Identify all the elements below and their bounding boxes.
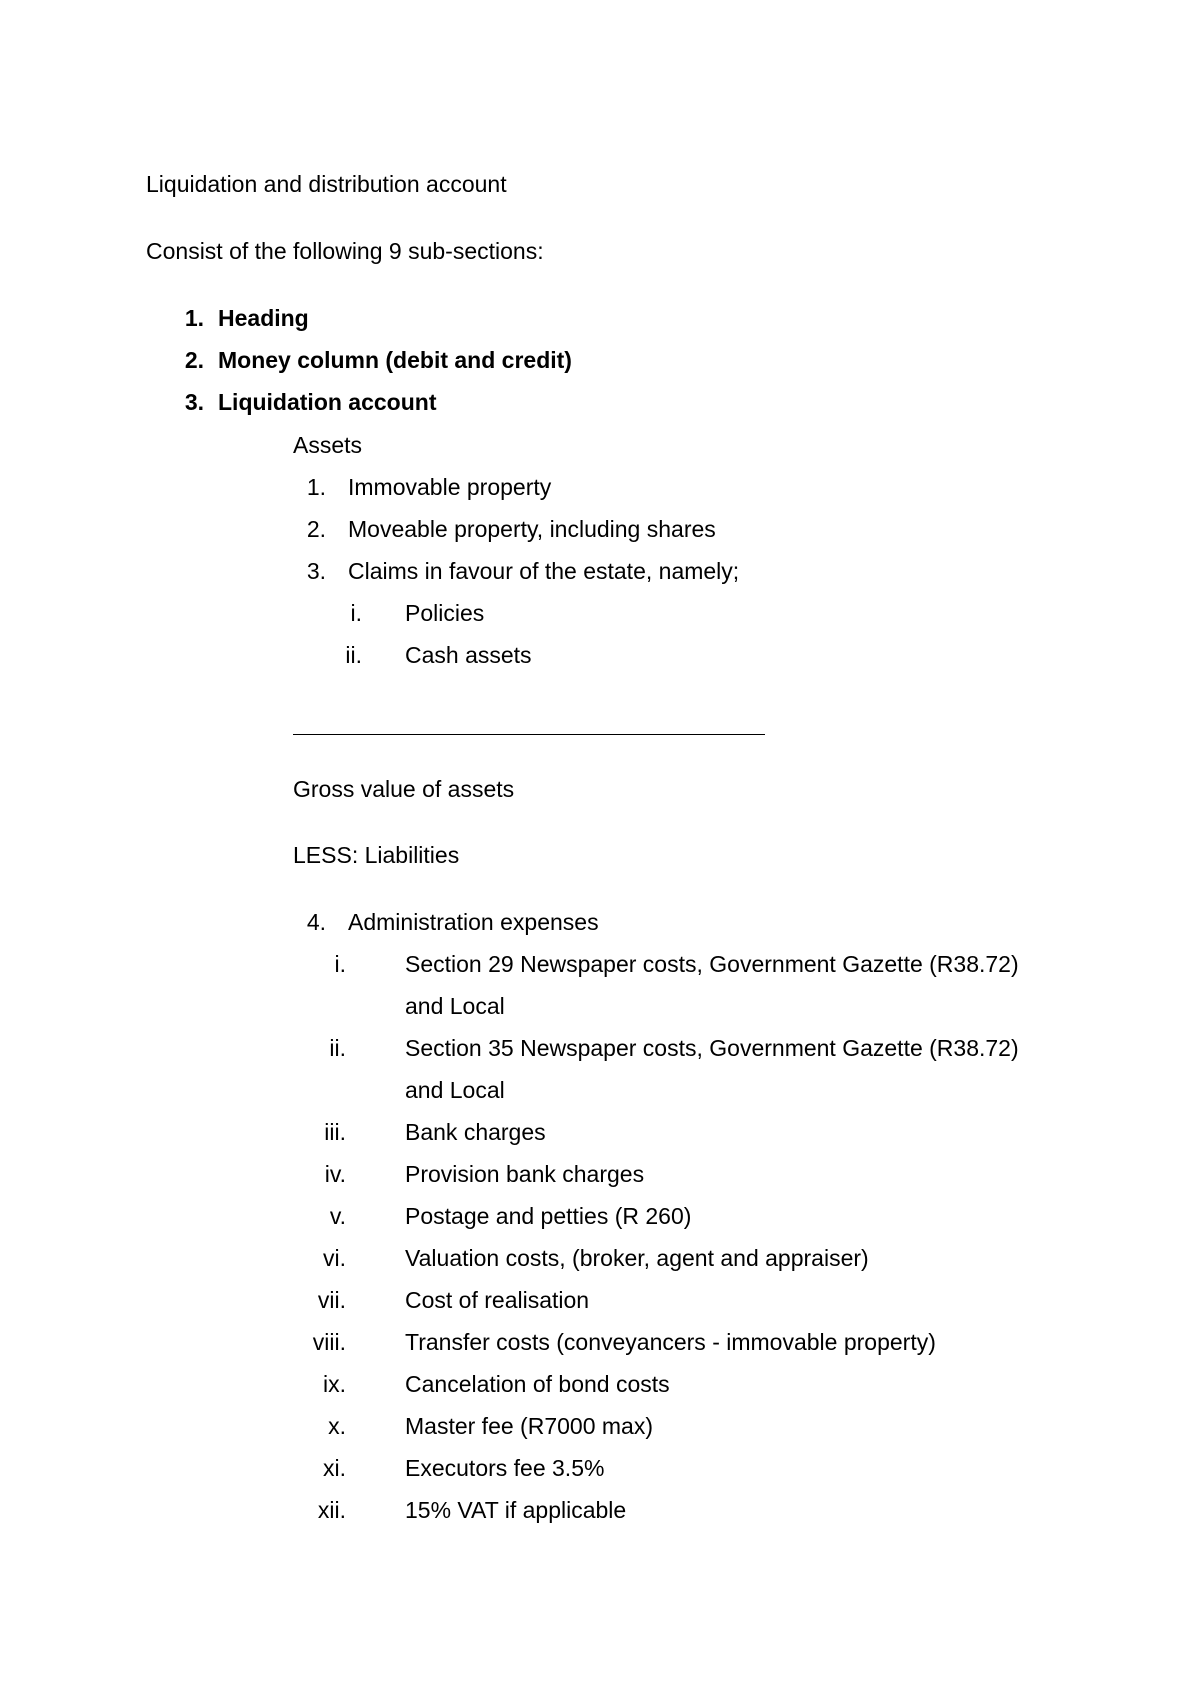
asset-number: 1. <box>306 474 326 500</box>
expense-number: ix. <box>323 1371 346 1397</box>
document-intro: Consist of the following 9 sub-sections: <box>146 238 544 264</box>
claim-number: i. <box>350 600 362 626</box>
expense-item: Section 35 Newspaper costs, Government Gazette (R38.72) <box>405 1035 1019 1061</box>
expense-item: Postage and petties (R 260) <box>405 1203 692 1229</box>
assets-heading: Assets <box>293 432 363 458</box>
expense-item: Valuation costs, (broker, agent and appraiser) <box>405 1245 869 1271</box>
expense-item-continuation: and Local <box>405 993 505 1019</box>
expense-number: ii. <box>329 1035 346 1061</box>
divider-line <box>293 734 765 735</box>
expense-item-continuation: and Local <box>405 1077 505 1103</box>
expense-item: Cancelation of bond costs <box>405 1371 670 1397</box>
expense-number: vii. <box>317 1287 346 1313</box>
section-number: 1. <box>184 305 204 331</box>
expense-number: x. <box>328 1413 346 1439</box>
section-label-heading: Heading <box>218 305 309 331</box>
expense-number: v. <box>329 1203 346 1229</box>
expense-number: vi. <box>323 1245 346 1271</box>
section-number: 3. <box>184 389 204 415</box>
expense-item: Transfer costs (conveyancers - immovable property) <box>405 1329 936 1355</box>
document-title: Liquidation and distribution account <box>146 171 507 197</box>
asset-item: Moveable property, including shares <box>348 516 716 542</box>
expense-number: iii. <box>324 1119 346 1145</box>
expense-item: Executors fee 3.5% <box>405 1455 605 1481</box>
expense-item: Bank charges <box>405 1119 546 1145</box>
expense-number: iv. <box>324 1161 346 1187</box>
expense-item: Cost of realisation <box>405 1287 590 1313</box>
admin-heading: Administration expenses <box>348 909 599 935</box>
claim-number: ii. <box>345 642 362 668</box>
expense-number: xii. <box>317 1497 346 1523</box>
asset-item: Immovable property <box>348 474 552 500</box>
section-label-money-column: Money column (debit and credit) <box>218 347 572 373</box>
section-label-liquidation-account: Liquidation account <box>218 389 437 415</box>
expense-number: viii. <box>312 1329 346 1355</box>
less-liabilities-label: LESS: Liabilities <box>293 842 460 868</box>
expense-item: 15% VAT if applicable <box>405 1497 627 1523</box>
claim-item: Policies <box>405 600 485 626</box>
expense-item: Master fee (R7000 max) <box>405 1413 653 1439</box>
admin-number: 4. <box>306 909 326 935</box>
expense-number: i. <box>334 951 346 977</box>
gross-value-label: Gross value of assets <box>293 776 515 802</box>
expense-item: Provision bank charges <box>405 1161 645 1187</box>
asset-number: 2. <box>306 516 326 542</box>
claim-item: Cash assets <box>405 642 532 668</box>
asset-number: 3. <box>306 558 326 584</box>
expense-number: xi. <box>323 1455 346 1481</box>
expense-item: Section 29 Newspaper costs, Government Gazette (R38.72) <box>405 951 1019 977</box>
asset-item: Claims in favour of the estate, namely; <box>348 558 740 584</box>
section-number: 2. <box>184 347 204 373</box>
